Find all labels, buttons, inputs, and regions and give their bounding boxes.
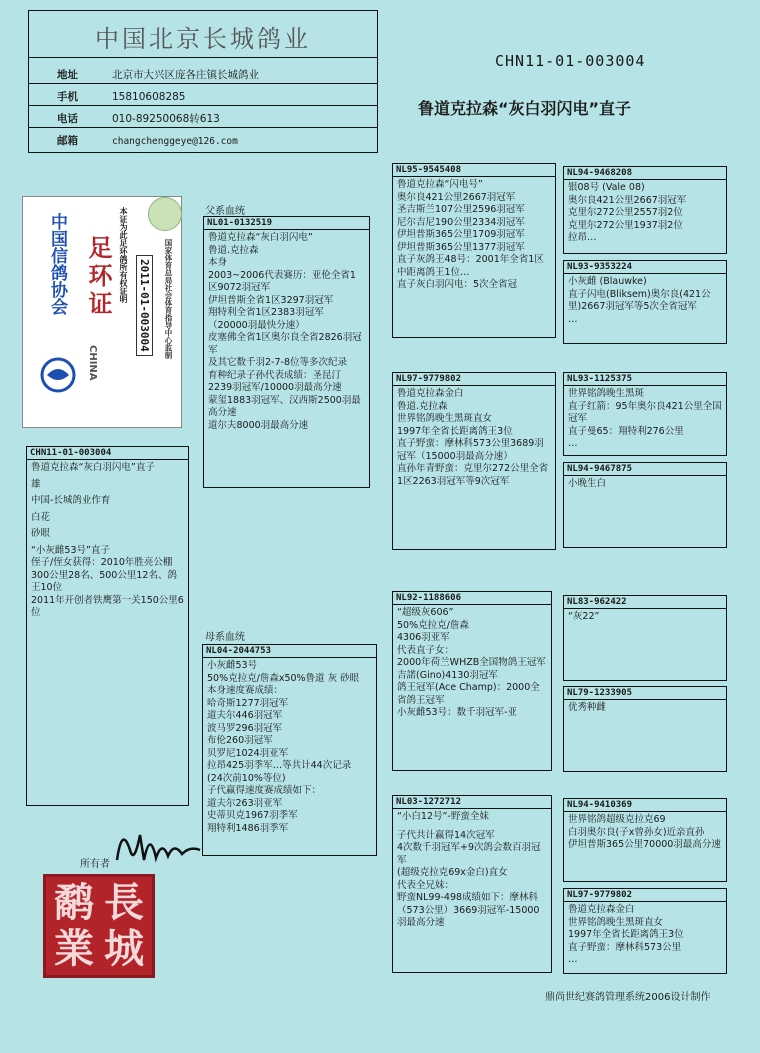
maternal-grandsire-id: NL92-1188606: [393, 592, 551, 605]
dam-line: 子代赢得速度赛成绩如下：: [207, 785, 322, 797]
ggp-mmf-id: NL94-9410369: [564, 799, 726, 812]
pedigree-line: 4306羽亚军: [397, 632, 450, 644]
dam-line: 翔特利1486羽季军: [207, 822, 289, 834]
pigeon-title: 鲁道克拉森“灰白羽闪电”直子: [418, 99, 632, 118]
pedigree-line: 克里尔272公里2557羽2位: [568, 207, 683, 219]
dam-box: [202, 644, 377, 856]
subject-line: 侄子/侄女获得：2010年胜亮公棚300公里28名、500公里12名、鸽王10位: [31, 557, 177, 594]
paternal-granddam-box: [392, 372, 556, 550]
loft-phone-row: [57, 111, 220, 126]
dam-line: 50%克拉克/詹森x50%鲁道 灰 砂眼: [207, 672, 360, 684]
ring-certificate: [22, 196, 182, 428]
sire-line: 翔特利全省1区2383羽冠军: [208, 307, 324, 319]
ggp-fmm-id: NL94-9467875: [564, 463, 726, 476]
sire-id: NL01-0132519: [204, 217, 369, 230]
ggp-mff-box: [563, 595, 727, 681]
dam-line: 贝罗尼1024羽亚军: [207, 747, 289, 759]
subject-details: [27, 460, 188, 622]
subject-pedigree-box: [26, 446, 189, 806]
pedigree-line: 直孙年青野蛮：克里尔272公里全省1区2263羽冠军等9次冠军: [397, 463, 549, 487]
pedigree-line: 直子野蛮：摩林科573公里3689羽冠军（15000羽最高分速）: [397, 438, 544, 462]
sire-line: （20000羽最快分速）: [208, 319, 305, 331]
subject-line: “小灰雌53号”直子: [31, 544, 110, 556]
divider: [29, 105, 377, 106]
sire-line: 及其它数千羽2-7-8位等多次纪录: [208, 357, 347, 369]
cert-issuer: 国家体育总局社会体育指导中心监制: [164, 239, 173, 359]
loft-info-box: [28, 10, 378, 153]
dam-line: 布伦260羽冠军: [207, 735, 273, 747]
maternal-grandsire-box: [392, 591, 552, 771]
sire-line: 蒙玺1883羽冠军、汉西斯2500羽最高分速: [208, 394, 361, 419]
divider: [29, 83, 377, 84]
ggp-mmm-details: [564, 902, 726, 969]
dam-line: 小灰雌53号: [207, 660, 258, 671]
pedigree-line: 世界铭鸽超级克拉克69: [568, 814, 666, 825]
pedigree-line: 鲁道克拉森“闪电号”: [397, 179, 483, 190]
subject-line: 雄: [31, 478, 41, 490]
ggp-fmm-details: [564, 476, 726, 493]
subject-id: CHN11-01-003004: [27, 447, 188, 460]
pedigree-line: 奥尔良421公里2667羽冠军: [568, 194, 687, 206]
subject-line: 2011年开创者铁鹰第一关150公里6位: [31, 594, 184, 619]
pedigree-line: 子代共计赢得14次冠军: [397, 829, 495, 841]
pedigree-line: …: [568, 313, 578, 325]
phone-value: 010-89250068转613: [112, 113, 220, 125]
pedigree-line: 鲁道克拉森金白: [397, 388, 464, 399]
pedigree-line: 伊坦普斯365公里1377羽冠军: [397, 241, 525, 253]
maternal-granddam-details: [393, 809, 551, 932]
paternal-granddam-id: NL97-9779802: [393, 373, 555, 386]
sire-line: 鲁道克拉森“灰白羽闪电”: [208, 232, 313, 243]
pedigree-line: 尼尔吉尼190公里2334羽冠军: [397, 216, 525, 228]
pedigree-line: 直子灰白羽闪电：5次全省冠: [397, 279, 518, 291]
footer-credit: 鼎尚世纪赛鸽管理系统2006设计制作: [545, 992, 711, 1003]
pedigree-line: 直子灰鸽王48号：2001年全省1区中距离鸽王1位…: [397, 254, 544, 278]
pedigree-line: 世界铭鸽晚生黑斑直女: [397, 413, 493, 425]
pedigree-line: 世界铭鸽晚生黑斑: [568, 388, 645, 399]
pedigree-line: 圣吉斯兰107公里2596羽冠军: [397, 204, 525, 216]
pedigree-line: 伊坦普斯365公里70000羽最高分速: [568, 839, 721, 851]
sire-line: 鲁道.克拉森: [208, 244, 259, 256]
dam-line: 拉昂425羽季军…等共计44次记录: [207, 760, 352, 772]
loft-email-row: [57, 133, 238, 148]
pedigree-line: (超级克拉克69x金白)直女: [397, 867, 508, 879]
dam-line: 史蒂贝克1967羽季军: [207, 810, 298, 822]
pedigree-line: “小白12号”-野蛮全妹: [397, 811, 489, 822]
ggp-mmm-id: NL97-9779802: [564, 889, 726, 902]
loft-name: 中国北京长城鸽业: [95, 25, 311, 53]
pedigree-line: 伊坦普斯365公里1709羽冠军: [397, 229, 525, 241]
red-seal-stamp-icon: 鹬 長 業 城: [43, 874, 155, 978]
cert-ring: 2011-01-003004: [136, 255, 153, 356]
email-label: 邮箱: [57, 135, 78, 147]
pedigree-line: 优秀种雌: [568, 702, 607, 713]
loft-mobile-row: [57, 89, 186, 104]
pedigree-line: 直子红箭：95年奥尔良421公里全国冠军: [568, 400, 722, 425]
ggp-mmf-details: [564, 812, 726, 854]
pedigree-line: 2000年荷兰WHZB全国物鸽王冠军: [397, 657, 546, 669]
subject-line: 砂眼: [31, 528, 51, 540]
ggp-mfm-details: [564, 700, 726, 717]
ggp-fff-box: [563, 166, 727, 254]
pedigree-line: 鲁道.克拉森: [397, 400, 448, 412]
maternal-granddam-id: NL03-1272712: [393, 796, 551, 809]
pedigree-line: “超级灰606”: [397, 607, 454, 618]
signature-icon: [112, 820, 212, 870]
address-value: 北京市大兴区庞各庄镇长城鸽业: [112, 69, 259, 81]
pedigree-line: 鲁道克拉森金白: [568, 904, 635, 915]
sire-line: 道尔夫8000羽最高分速: [208, 419, 309, 431]
ggp-fmm-box: [563, 462, 727, 548]
owner-label: 所有者: [80, 859, 110, 870]
pedigree-line: 小晚生白: [568, 478, 607, 489]
pedigree-line: 代表全兄妹：: [397, 879, 455, 891]
sire-line: 育种纪录子孙代表成绩：圣昆汀2239羽冠军/10000羽最高分速: [208, 369, 342, 394]
address-label: 地址: [57, 69, 78, 81]
dam-line: (24次前10%等位): [207, 772, 286, 784]
subject-line: 中国-长城鸽业作育: [31, 495, 111, 507]
pedigree-line: 野蛮NL99-498成绩如下：摩林科（573公里）3669羽冠军-15000羽最高分速: [397, 892, 540, 929]
ggp-mfm-id: NL79-1233905: [564, 687, 726, 700]
pedigree-line: 1997年全省长距离鸽王3位: [568, 929, 684, 941]
pedigree-line: 白羽奥尔良(子x曾孙女)近亲直孙: [568, 826, 705, 838]
cert-note: 本证为此足环鸽所有权证明: [119, 207, 128, 303]
divider: [29, 127, 377, 128]
pedigree-line: 银08号 (Vale 08): [568, 182, 645, 193]
pedigree-line: 小灰雌53号：数千羽冠军-亚: [397, 707, 518, 719]
dam-details: [203, 658, 376, 837]
hologram-sticker-icon: [148, 197, 182, 231]
paternal-grandsire-id: NL95-9545408: [393, 164, 555, 177]
subject-line: 鲁道克拉森“灰白羽闪电”直子: [31, 462, 155, 473]
pedigree-line: 鸽王冠军(Ace Champ)：2000全省鸽王冠军: [397, 682, 540, 706]
mobile-label: 手机: [57, 91, 78, 103]
pedigree-line: 小灰雌 (Blauwke): [568, 276, 647, 287]
pedigree-line: 直子野蛮：摩林科573公里: [568, 941, 682, 953]
ggp-ffm-details: [564, 274, 726, 328]
dam-line: 道夫尔263羽亚军: [207, 797, 283, 809]
mobile-value: 15810608285: [112, 91, 186, 103]
pedigree-line: 50%克拉克/詹森: [397, 619, 469, 631]
sire-line: 本身: [208, 257, 228, 269]
pedigree-line: 直子曼65：翔特利276公里: [568, 425, 684, 437]
pedigree-line: …: [568, 438, 578, 450]
email-value: changchenggeye@126.com: [112, 136, 238, 147]
pedigree-line: 4次数千羽冠军+9次鸽会数百羽冠军: [397, 842, 541, 866]
pedigree-line: 克里尔272公里1937羽2位: [568, 219, 683, 231]
dam-line: 本身速度赛成绩：: [207, 685, 284, 697]
pedigree-line: 吉諾(Gino)4130羽冠军: [397, 669, 498, 681]
pedigree-line: 直子闪电(Bliksem)奥尔良(421公里)2667羽冠军等5次全省冠军: [568, 288, 711, 313]
phone-label: 电话: [57, 113, 78, 125]
sire-line: 皮塞佛全省1区奥尔良全省2826羽冠军: [208, 332, 362, 356]
pedigree-line: 代表直子女：: [397, 644, 455, 656]
dam-line: 道夫尔446羽冠军: [207, 710, 283, 722]
cert-country: CHINA: [87, 345, 98, 381]
pedigree-line: 1997年全省长距离鸽王3位: [397, 425, 513, 437]
maternal-grandsire-details: [393, 605, 551, 722]
sire-box: [203, 216, 370, 488]
pedigree-line: 世界铭鸽晚生黑斑直女: [568, 916, 664, 928]
cert-title: 足环证: [84, 235, 112, 319]
cert-org: 中国信鸽协会: [47, 213, 67, 315]
subject-line: 白花: [31, 511, 51, 523]
ggp-mff-details: [564, 609, 726, 626]
pedigree-line: 奥尔良421公里2667羽冠军: [397, 191, 516, 203]
pedigree-line: …: [568, 954, 578, 966]
sire-line: 2003~2006代表赛历：亚伦全省1区9072羽冠军: [208, 269, 356, 294]
ggp-fff-details: [564, 180, 726, 247]
maternal-granddam-box: [392, 795, 552, 973]
ggp-mfm-box: [563, 686, 727, 772]
dam-line: 波马罗296羽冠军: [207, 722, 283, 734]
pedigree-line: “灰22”: [568, 611, 600, 622]
ggp-ffm-box: [563, 260, 727, 344]
ggp-ffm-id: NL93-9353224: [564, 261, 726, 274]
divider: [29, 57, 377, 58]
paternal-grandsire-box: [392, 163, 556, 338]
paternal-granddam-details: [393, 386, 555, 490]
father-line-label: 父系血统: [205, 206, 245, 217]
pedigree-line: 拉昂…: [568, 232, 597, 244]
ggp-mff-id: NL83-962422: [564, 596, 726, 609]
dam-line: 哈奇斯1277羽冠军: [207, 697, 289, 709]
dam-id: NL04-2044753: [203, 645, 376, 658]
ggp-mmf-box: [563, 798, 727, 882]
ggp-fmf-details: [564, 386, 726, 453]
ggp-fff-id: NL94-9468208: [564, 167, 726, 180]
mother-line-label: 母系血统: [205, 632, 245, 643]
loft-address-row: [57, 67, 259, 82]
ring-number: CHN11-01-003004: [495, 52, 646, 70]
ggp-mmm-box: [563, 888, 727, 974]
sire-line: 伊坦普斯全省1区3297羽冠军: [208, 294, 334, 306]
ggp-fmf-box: [563, 372, 727, 456]
ggp-fmf-id: NL93-1125375: [564, 373, 726, 386]
sire-details: [204, 230, 369, 435]
paternal-grandsire-details: [393, 177, 555, 294]
